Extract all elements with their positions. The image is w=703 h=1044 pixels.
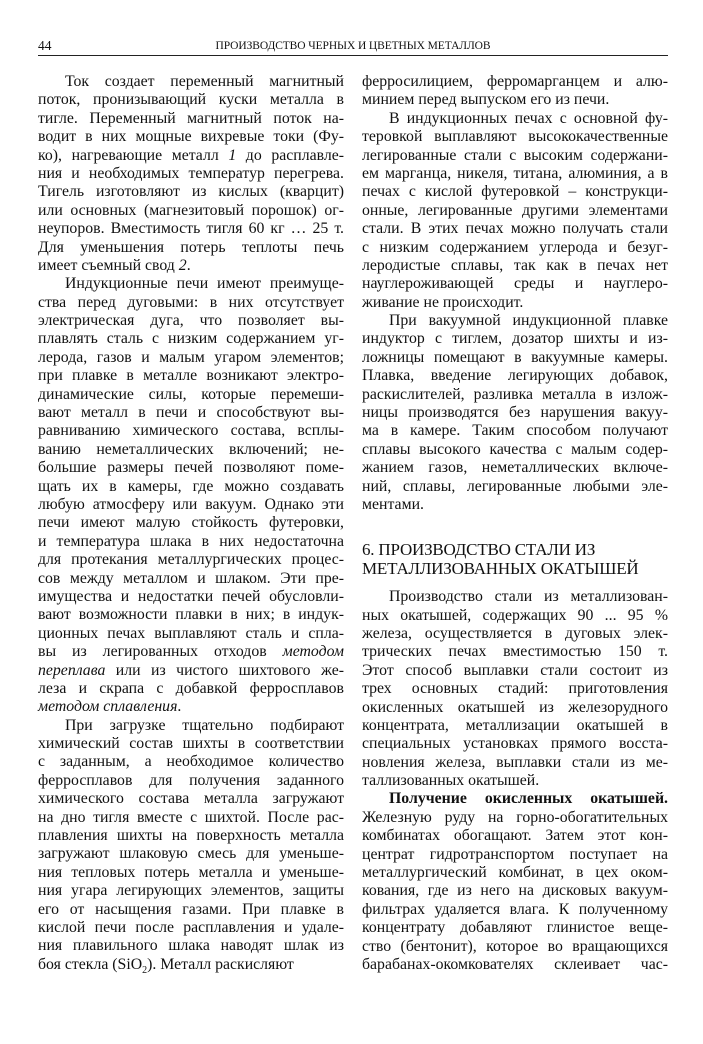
text-line: равниванию химического состава, всплы- bbox=[38, 422, 344, 440]
text-line: ство (бентонит), которое во вращающихся bbox=[362, 937, 668, 955]
text-line: кислой печи после расплавления и удале- bbox=[38, 918, 344, 936]
text-line: ложницы помещают в вакуумные камеры. bbox=[362, 348, 668, 366]
italic-text: методом bbox=[282, 643, 344, 661]
text-line: для протекания металлургических процес- bbox=[38, 551, 344, 569]
text-line: барабанах-окомкователях склеивает час- bbox=[362, 955, 668, 973]
text-line: с низким содержанием углерода и безуг- bbox=[362, 238, 668, 256]
text-line: минием перед выпуском его из печи. bbox=[362, 91, 610, 109]
text-line: печи имеют малую стойкость футеровки, bbox=[38, 514, 344, 532]
text-line: кования, где из него на дисковых вакуум- bbox=[362, 882, 668, 900]
text-line: большие размеры печей позволяют поме- bbox=[38, 459, 344, 477]
text-line: тигле. Переменный магнитный поток на- bbox=[38, 109, 344, 127]
text-line bbox=[38, 662, 344, 680]
text-line: водит в них мощные вихревые токи (Фу- bbox=[38, 128, 344, 146]
text-line: печах с кислой футеровкой – конструкци- bbox=[362, 183, 668, 201]
text-line: раскислителей, разливка металла в излож- bbox=[362, 385, 668, 403]
italic-text: 2 bbox=[178, 256, 187, 274]
text-line: или основных (магнезитовый порошок) ог- bbox=[38, 201, 344, 219]
text-line: вают металл в печи и способствуют вы- bbox=[38, 404, 344, 422]
text-line: окисленных окатышей из железорудного bbox=[362, 698, 668, 716]
text-line: ния тепловых потерь металла и уменьше- bbox=[38, 863, 344, 881]
italic-text: переплава bbox=[38, 661, 106, 679]
text-line: неупоров. Вместимость тигля 60 кг … 25 т. bbox=[38, 220, 344, 238]
text-line: леродистые сплавы, так как в печах нет bbox=[362, 256, 668, 274]
text-run: вы из легированных отходов bbox=[38, 643, 283, 661]
text-line: ферросилицием, ферромарганцем и алю- bbox=[362, 73, 668, 90]
text-line: ных окатышей, содержащих 90 ... 95 % bbox=[362, 606, 668, 624]
text-line: специальных установках прямого восста- bbox=[362, 735, 668, 753]
heading-line: МЕТАЛЛИЗОВАННЫХ ОКАТЫШЕЙ bbox=[362, 558, 639, 578]
text-line: жанием газов, неметаллических включе- bbox=[362, 459, 668, 477]
text-line: Этот способ выплавки стали состоит из bbox=[362, 661, 668, 679]
text-run: до расплавле- bbox=[236, 146, 344, 164]
text-line: имущества и недостатки печей обусловли- bbox=[38, 587, 344, 605]
text-line: химического состава металла загружают bbox=[38, 790, 344, 808]
text-line: с заданным, а необходимое количество bbox=[38, 753, 344, 771]
text-line: и температура шлака в них недостаточна bbox=[38, 532, 344, 550]
text-line: ния и необходимых температур перегрева. bbox=[38, 164, 344, 182]
text-line bbox=[38, 956, 344, 974]
italic-text: 1 bbox=[228, 146, 237, 164]
text-line: комбинатах обогащают. Затем этот кон- bbox=[362, 827, 668, 845]
text-run: . bbox=[177, 698, 182, 716]
text-line: при плавке в металле возникают электро- bbox=[38, 367, 344, 385]
right-column bbox=[362, 73, 668, 974]
paragraph bbox=[362, 73, 668, 110]
text-line: его от насыщения газами. При плавке в bbox=[38, 900, 344, 918]
text-line: плавлять сталь с низким содержанием уг- bbox=[38, 330, 344, 348]
left-column bbox=[38, 73, 344, 974]
text-line: науглероживающей среды и науглеро- bbox=[362, 275, 668, 293]
text-line: сов между металлом и шлаком. Эти пре- bbox=[38, 569, 344, 587]
text-line bbox=[38, 147, 344, 165]
text-line: онные, легированные другими элементами bbox=[362, 201, 668, 219]
text-line: теровкой выплавляют высококачественные bbox=[362, 128, 668, 146]
text-line: новления железа, выплавки стали из ме- bbox=[362, 753, 668, 771]
text-line: При загрузке тщательно подбирают bbox=[65, 716, 344, 734]
text-line: легированные стали с высоким содержани- bbox=[362, 146, 668, 164]
text-line: электрическая дуга, что позволяет вы- bbox=[38, 312, 344, 330]
text-run: ). Металл раскисляют bbox=[147, 955, 294, 973]
text-line: лерода, газов и малым угаром элементов; bbox=[38, 348, 344, 366]
text-line: Для уменьшения потерь теплоты печь bbox=[38, 238, 344, 256]
text-line: В индукционных печах с основной фу- bbox=[389, 109, 668, 127]
paragraph bbox=[362, 110, 668, 312]
text-line: Индукционные печи имеют преимуще- bbox=[65, 275, 344, 293]
text-line: Плавка, введение легирующих добавок, bbox=[362, 367, 668, 385]
text-line bbox=[362, 790, 668, 808]
text-line: ванию неметаллических включений; не- bbox=[38, 440, 344, 458]
heading-line: 6. ПРОИЗВОДСТВО СТАЛИ ИЗ bbox=[362, 540, 596, 560]
text-line: ма в камере. Таким способом получают bbox=[362, 422, 668, 440]
text-line: на дно тигля вместе с шихтой. После рас- bbox=[38, 808, 344, 826]
text-line: металлургический комбинат, в цех оком- bbox=[362, 864, 668, 882]
text-line: ний, сплавы, легированные любыми эле- bbox=[362, 477, 668, 495]
page-number: 44 bbox=[38, 38, 52, 53]
text-line: Тигель изготовляют из кислых (кварцит) bbox=[38, 183, 344, 201]
text-line: поток, пронизывающий куски металла в bbox=[38, 91, 344, 109]
text-line: живание не происходит. bbox=[362, 293, 524, 311]
paragraph bbox=[362, 588, 668, 790]
text-line bbox=[38, 643, 344, 661]
text-line bbox=[38, 257, 344, 275]
text-line: щать их в камеры, где можно создавать bbox=[38, 477, 344, 495]
text-run: или из чистого шихтового же- bbox=[105, 661, 344, 679]
bold-run-in-heading: Получение окисленных окатышей. bbox=[389, 790, 668, 808]
text-line: леза и скрапа с добавкой ферросплавов bbox=[38, 679, 344, 697]
text-line: железа, осуществляется в дуговых элек- bbox=[362, 624, 668, 642]
text-line: ния угара легирующих элементов, защиты bbox=[38, 882, 344, 900]
text-line: Ток создает переменный магнитный bbox=[65, 73, 344, 90]
text-line: фильтрах удаляется влага. К полученному bbox=[362, 900, 668, 918]
text-line: ния плавильного шлака наводят шлак из bbox=[38, 937, 344, 955]
text-line: плавления шихты на поверхность металла bbox=[38, 827, 344, 845]
text-line: химический состав шихты в соответствии bbox=[38, 735, 344, 753]
text-run: боя стекла (SiO bbox=[38, 955, 143, 973]
text-line: загружают шлаковую смесь для уменьше- bbox=[38, 845, 344, 863]
text-line: ферросплавов для получения заданного bbox=[38, 771, 344, 789]
section-heading bbox=[362, 538, 668, 578]
text-line: вают возможности плавки в них; в индук- bbox=[38, 606, 344, 624]
text-line: ментами. bbox=[362, 495, 424, 513]
text-run: . bbox=[186, 256, 191, 274]
text-line: таллизованных окатышей. bbox=[362, 772, 540, 790]
text-line: трических печах вместимостью 150 т. bbox=[362, 643, 668, 661]
text-line: концентрату добавляют глинистое веще- bbox=[362, 919, 668, 937]
text-line: При вакуумной индукционной плавке bbox=[389, 312, 668, 330]
text-line: индуктор с тиглем, дозатор шихты и из- bbox=[362, 330, 668, 348]
paragraph bbox=[362, 312, 668, 514]
text-line: ства перед дуговыми: в них отсутствует bbox=[38, 293, 344, 311]
text-line: ницы производятся без нарушения вакуу- bbox=[362, 404, 668, 422]
text-line: ционных печах выплавляют сталь и спла- bbox=[38, 624, 344, 642]
text-line: трех основных стадий: приготовления bbox=[362, 680, 668, 698]
text-run: ко), нагревающие металл bbox=[38, 146, 229, 164]
text-line: сплавы высокого качества с малым содер- bbox=[362, 440, 668, 458]
paragraph bbox=[38, 717, 344, 974]
text-line bbox=[38, 698, 344, 716]
text-line: любую атмосферу или вакуум. Однако эти bbox=[38, 495, 344, 513]
paragraph bbox=[362, 790, 668, 974]
running-title: ПРОИЗВОДСТВО ЧЕРНЫХ И ЦВЕТНЫХ МЕТАЛЛОВ bbox=[215, 40, 491, 52]
text-line: стали. В этих печах можно получать стали bbox=[362, 220, 668, 238]
header-rule bbox=[38, 55, 668, 56]
paragraph bbox=[38, 73, 344, 275]
text-line: ем марганца, никеля, титана, алюминия, а в bbox=[362, 164, 668, 182]
text-line: центрат гидротранспортом поступает на bbox=[362, 845, 668, 863]
text-line: динамические силы, которые перемеши- bbox=[38, 385, 344, 403]
text-line: Производство стали из металлизован- bbox=[389, 588, 668, 606]
paragraph bbox=[38, 275, 344, 716]
text-run: имеет съемный свод bbox=[38, 256, 179, 274]
text-line: Железную руду на горно-обогатительных bbox=[362, 808, 668, 826]
italic-text: методом сплавления bbox=[38, 698, 178, 716]
subscript: 2 bbox=[142, 964, 148, 976]
text-line: концентрата, металлизации окатышей в bbox=[362, 716, 668, 734]
